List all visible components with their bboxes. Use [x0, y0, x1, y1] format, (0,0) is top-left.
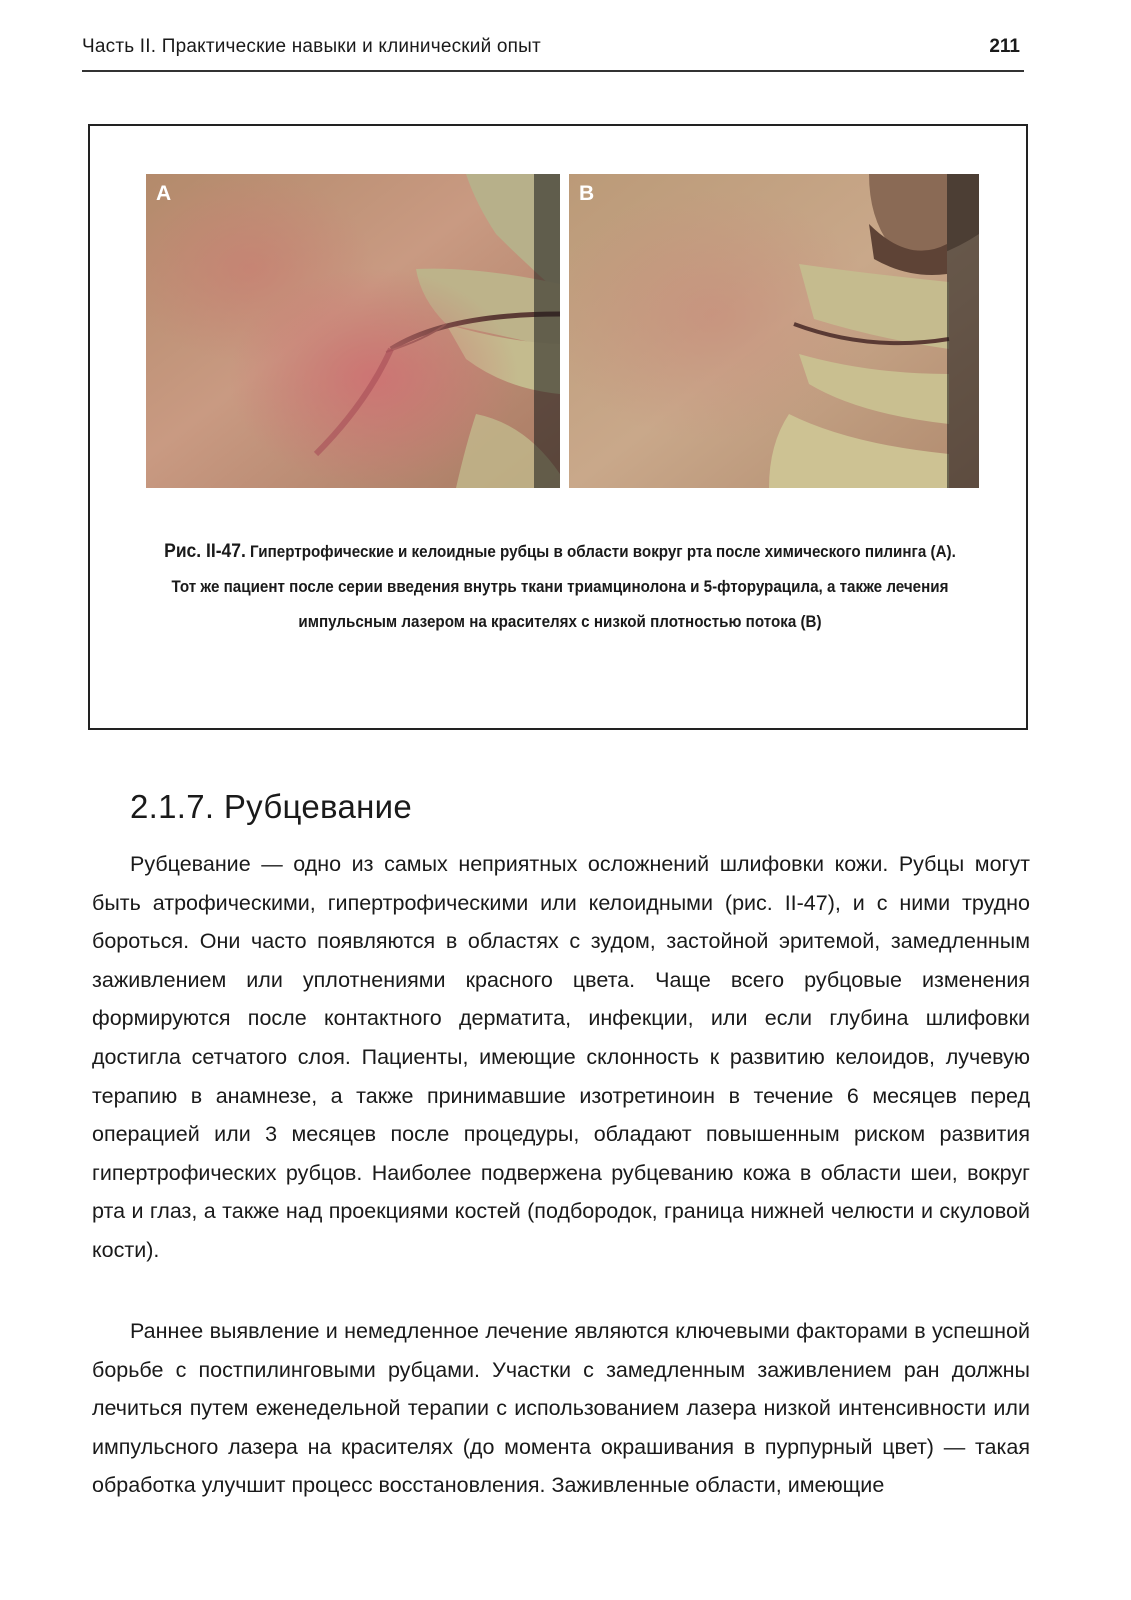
running-title: Часть II. Практические навыки и клинический опыт — [82, 36, 541, 57]
figure-caption-text: Гипертрофические и келоидные рубцы в области вокруг рта после химического пилинга (A). Тот же пациент после серии введения внутрь ткани триамцинолона и 5-фторурацила, а также лечения импульсным лазером на красителях с низкой плотностью потока (B) — [171, 543, 956, 631]
body-paragraph: Раннее выявление и немедленное лечение являются ключевыми факторами в успешной борьбе с постпилинговыми рубцами. Участки с замедленным заживлением ран должны лечиться путем еженедельной терапии с использованием лазера низкой интенсивности или импульсного лазера на красителях (до момента окрашивания в пурпурный цвет) — такая обработка улучшит процесс восстановления. Заживленные области, имеющие — [92, 1319, 1030, 1498]
photo-panel-b — [569, 174, 979, 488]
running-header — [82, 34, 1024, 72]
figure-caption-label: Рис. II-47. — [164, 541, 246, 562]
body-paragraph: Рубцевание — одно из самых неприятных осложнений шлифовки кожи. Рубцы могут быть атрофическими, гипертрофическими или келоидными (рис. II-47), и с ними трудно бороться. Они часто появляются в областях с зудом, застойной эритемой, замедленным заживлением или уплотнениями красного цвета. Чаще всего рубцовые изменения формируются после контактного дерматита, инфекции, или если глубина шлифовки достигла сетчатого слоя. Пациенты, имеющие склонность к развитию келоидов, лучевую терапию в анамнезе, а также принимавшие изотретиноин в течение 6 месяцев перед операцией или 3 месяцев после процедуры, обладают повышенным риском развития гипертрофических рубцов. Наиболее подвержена рубцеванию кожа в области шеи, вокруг рта и глаз, а также над проекциями костей (подбородок, граница нижней челюсти и скуловой кости). — [92, 852, 1030, 1262]
panel-label-a: A — [156, 182, 172, 205]
photo-panel-a — [146, 174, 560, 488]
panel-label-b: B — [579, 182, 595, 205]
face-photo-after — [569, 174, 979, 488]
figure-caption — [155, 534, 965, 640]
face-photo-before — [146, 174, 560, 488]
page-number: 211 — [989, 36, 1020, 57]
figure-frame — [88, 124, 1028, 730]
section-heading: 2.1.7. Рубцевание — [130, 788, 413, 825]
